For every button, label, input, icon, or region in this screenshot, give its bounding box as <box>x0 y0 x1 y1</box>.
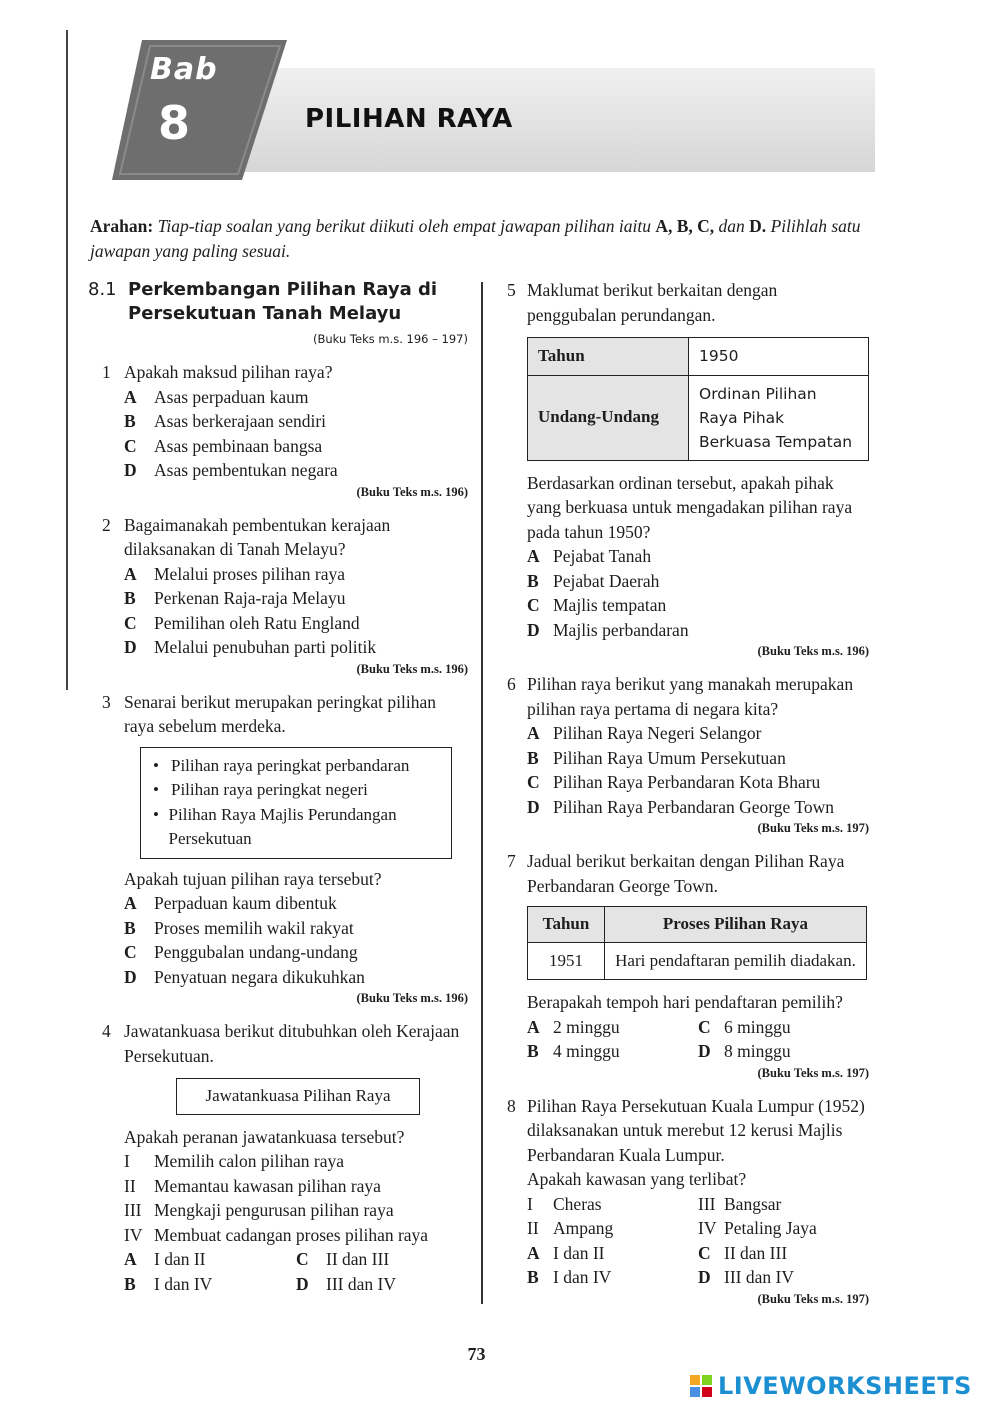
table-header: Proses Pilihan Raya <box>605 907 867 943</box>
table-label: Undang-Undang <box>528 375 689 460</box>
question-source: (Buku Teks m.s. 197) <box>757 1065 869 1080</box>
question-number: 6 <box>507 674 516 694</box>
option-b[interactable]: B Perkenan Raja-raja Melayu <box>124 588 346 608</box>
option-a[interactable]: A Perpaduan kaum dibentuk <box>124 893 337 913</box>
table-cell: Hari pendaftaran pemilih diadakan. <box>605 942 867 980</box>
section-title-line2: Persekutuan Tanah Melayu <box>128 303 402 324</box>
option-c[interactable]: C Asas pembinaan bangsa <box>124 435 323 456</box>
question-source: (Buku Teks m.s. 197) <box>757 1291 869 1306</box>
bullet-item: • Pilihan raya peringkat negeri <box>153 780 368 799</box>
statement-iv: IV Membuat cadangan proses pilihan raya <box>124 1224 429 1245</box>
option-d[interactable]: D Majlis perbandaran <box>527 619 689 640</box>
option-a[interactable]: A Asas perpaduan kaum <box>124 386 309 407</box>
option-a[interactable]: A Pilihan Raya Negeri Selangor <box>527 723 762 743</box>
instructions-text-3: Pilihlah satu jawapan yang paling sesuai. <box>90 216 861 261</box>
committee-box: Jawatankuasa Pilihan Raya <box>176 1078 420 1115</box>
option-d[interactable]: D Penyatuan negara dikukuhkan <box>124 966 365 987</box>
question-text: Pilihan Raya Persekutuan Kuala Lumpur (1952) dilaksanakan untuk merebut 12 kerusi Majlis Perbandaran Kuala Lumpur. <box>527 1095 865 1165</box>
table-label: Tahun <box>528 338 689 376</box>
question-5 <box>507 278 869 660</box>
page-margin-rule <box>66 30 68 690</box>
question-text: Apakah maksud pilihan raya? <box>124 362 333 382</box>
statement-ii: II Memantau kawasan pilihan raya <box>124 1175 381 1196</box>
bullet-item: • Pilihan Raya Majlis Perundangan Persekutuan <box>153 804 397 848</box>
table-value: Ordinan Pilihan Raya Pihak Berkuasa Tempatan <box>689 375 869 460</box>
question-text: Jadual berikut berkaitan dengan Pilihan Raya Perbandaran George Town. <box>527 851 845 896</box>
bab-label: Bab <box>150 52 218 87</box>
george-town-table <box>527 906 867 980</box>
option-c[interactable]: C 6 minggu <box>698 1016 791 1037</box>
instructions-label: Arahan: <box>90 216 154 236</box>
watermark-text: LIVEWORKSHEETS <box>718 1372 972 1400</box>
question-stem: Apakah peranan jawatankuasa tersebut? <box>124 1126 405 1147</box>
section-heading <box>88 278 468 326</box>
instructions-text-1: Tiap-tiap soalan yang berikut diikuti oleh empat jawapan pilihan iaitu <box>157 216 651 236</box>
statement-iii: III Bangsar <box>698 1193 782 1214</box>
question-source: (Buku Teks m.s. 196) <box>356 484 468 499</box>
liveworksheets-logo-icon <box>690 1375 712 1397</box>
question-text: Pilihan raya berikut yang manakah merupakan pilihan raya pertama di negara kita? <box>527 674 854 719</box>
option-c[interactable]: C II dan III <box>698 1242 788 1263</box>
option-c[interactable]: C Majlis tempatan <box>527 595 667 615</box>
table-header: Tahun <box>528 907 605 943</box>
option-c[interactable]: C Pemilihan oleh Ratu England <box>124 612 360 633</box>
question-text: Jawatankuasa berikut ditubuhkan oleh Kerajaan Persekutuan. <box>124 1021 460 1066</box>
question-6 <box>507 672 869 837</box>
table-value: 1950 <box>689 338 869 376</box>
right-column <box>507 278 869 1308</box>
instructions-choices: A, B, C, <box>655 216 715 236</box>
question-source: (Buku Teks m.s. 196) <box>356 991 468 1005</box>
question-number: 1 <box>102 362 111 382</box>
liveworksheets-watermark <box>690 1372 972 1400</box>
bullet-item: • Pilihan raya peringkat perbandaran <box>153 755 410 775</box>
question-number: 2 <box>102 514 111 535</box>
option-b[interactable]: B I dan IV <box>527 1267 612 1287</box>
option-c[interactable]: C II dan III <box>296 1249 390 1269</box>
question-7 <box>507 849 869 1082</box>
statement-i: I Cheras <box>527 1193 602 1214</box>
section-number: 8.1 <box>88 279 117 300</box>
question-3 <box>88 690 468 1008</box>
question-text: Maklumat berikut berkaitan dengan penggubalan perundangan. <box>527 280 778 325</box>
question-8 <box>507 1094 869 1308</box>
question-number: 8 <box>507 1095 516 1116</box>
question-stem: Berdasarkan ordinan tersebut, apakah pihak yang berkuasa untuk mengadakan pilihan raya pada tahun 1950? <box>527 472 853 542</box>
chapter-title: PILIHAN RAYA <box>305 104 513 134</box>
question-stem: Apakah kawasan yang terlibat? <box>527 1169 747 1189</box>
option-b[interactable]: B 4 minggu <box>527 1041 620 1061</box>
legislation-table <box>527 337 869 461</box>
section-source: (Buku Teks m.s. 196 – 197) <box>313 332 468 346</box>
option-c[interactable]: C Pilihan Raya Perbandaran Kota Bharu <box>527 772 821 792</box>
column-divider <box>481 282 483 1304</box>
option-b[interactable]: B Asas berkerajaan sendiri <box>124 411 327 431</box>
question-text: Senarai berikut merupakan peringkat pilihan raya sebelum merdeka. <box>124 691 436 736</box>
question-number: 5 <box>507 280 516 300</box>
question-stem: Apakah tujuan pilihan raya tersebut? <box>124 868 382 889</box>
question-number: 3 <box>102 691 111 712</box>
option-d[interactable]: D Melalui penubuhan parti politik <box>124 637 377 657</box>
question-number: 4 <box>102 1021 111 1041</box>
question-4 <box>88 1019 468 1296</box>
section-title-line1: Perkembangan Pilihan Raya di <box>128 279 438 300</box>
option-d[interactable]: D 8 minggu <box>698 1041 791 1061</box>
option-d[interactable]: D III dan IV <box>296 1273 396 1294</box>
question-stem: Berapakah tempoh hari pendaftaran pemilih? <box>527 992 843 1012</box>
question-2 <box>88 513 468 678</box>
statement-i: I Memilih calon pilihan raya <box>124 1151 345 1171</box>
page-number: 73 <box>467 1344 486 1364</box>
question-text: Bagaimanakah pembentukan kerajaan dilaksanakan di Tanah Melayu? <box>124 514 391 559</box>
instructions-text-2: dan <box>718 216 745 236</box>
option-a[interactable]: A Melalui proses pilihan raya <box>124 563 345 584</box>
option-a[interactable]: A 2 minggu <box>527 1016 620 1037</box>
option-d[interactable]: D Asas pembentukan negara <box>124 460 338 480</box>
instructions <box>90 214 870 264</box>
option-b[interactable]: B Proses memilih wakil rakyat <box>124 917 354 938</box>
question-source: (Buku Teks m.s. 197) <box>757 821 869 835</box>
left-column <box>88 278 468 1296</box>
option-b[interactable]: B Pilihan Raya Umum Persekutuan <box>527 747 786 768</box>
option-a[interactable]: A I dan II <box>527 1242 605 1263</box>
question-1 <box>88 360 468 501</box>
instructions-last-choice: D. <box>749 216 767 236</box>
statement-ii: II Ampang <box>527 1218 614 1238</box>
statement-iv: IV Petaling Jaya <box>698 1218 817 1238</box>
option-b[interactable]: B Pejabat Daerah <box>527 570 660 591</box>
option-d[interactable]: D III dan IV <box>698 1267 794 1287</box>
question-source: (Buku Teks m.s. 196) <box>757 644 869 658</box>
option-d[interactable]: D Pilihan Raya Perbandaran George Town <box>527 796 834 817</box>
question-number: 7 <box>507 851 516 871</box>
table-cell: 1951 <box>528 942 605 980</box>
option-c[interactable]: C Penggubalan undang-undang <box>124 942 358 962</box>
bullet-list-box <box>140 747 452 859</box>
option-b[interactable]: B I dan IV <box>124 1273 213 1294</box>
statement-iii: III Mengkaji pengurusan pilihan raya <box>124 1200 394 1220</box>
question-source: (Buku Teks m.s. 196) <box>356 661 468 676</box>
chapter-number: 8 <box>158 96 191 150</box>
option-a[interactable]: A I dan II <box>124 1249 206 1269</box>
option-a[interactable]: A Pejabat Tanah <box>527 546 652 566</box>
